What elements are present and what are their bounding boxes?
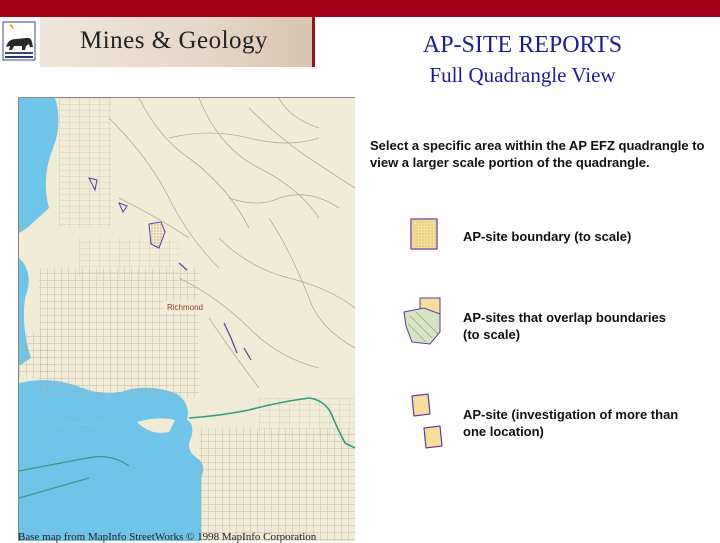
mines-geology-banner (40, 17, 315, 67)
state-seal-logo (0, 17, 40, 65)
top-bar (0, 0, 720, 17)
page-title: AP-SITE REPORTS (422, 32, 623, 58)
instructions-text: Select a specific area within the AP EFZ quadrangle to view a larger scale portion of the quadrangle. (370, 138, 705, 170)
legend-item-overlap-sites: AP-sites that overlap boundaries (to scale) (463, 310, 666, 342)
city-label (163, 301, 207, 313)
map-credit: Base map from MapInfo StreetWorks © 1998 MapInfo Corporation (18, 531, 317, 543)
overlap-sites-icon (402, 296, 446, 353)
legend-item-multi-location: AP-site (investigation of more than one location) (463, 407, 679, 439)
legend-item-single-site: AP-site boundary (to scale) (463, 229, 632, 244)
banner-title: Mines & Geology (80, 27, 269, 54)
single-site-icon (410, 218, 440, 257)
multi-location-icon (408, 392, 448, 457)
page-subtitle: Full Quadrangle View (429, 63, 616, 87)
quadrangle-map[interactable] (18, 97, 355, 541)
bear-seal-icon (0, 17, 40, 65)
svg-text:Richmond: Richmond (166, 303, 204, 312)
